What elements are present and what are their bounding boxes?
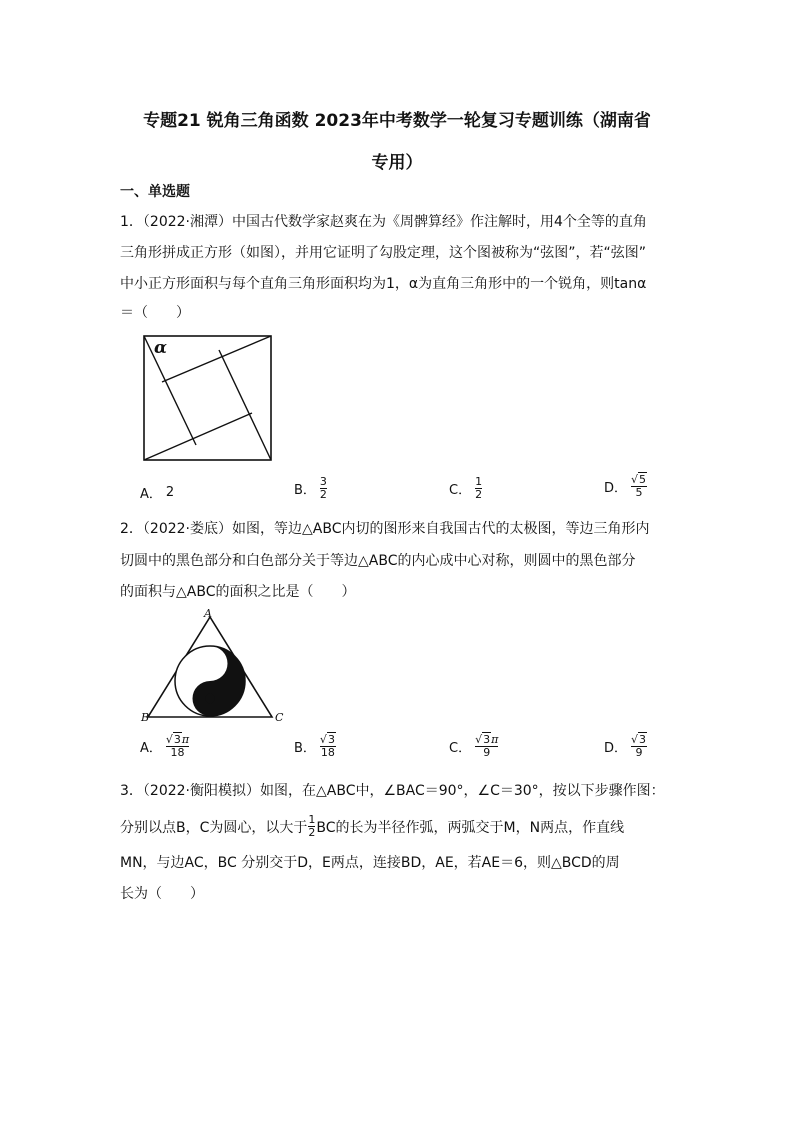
pi-symbol: π bbox=[491, 733, 499, 746]
page-title-line-2: 专用） bbox=[371, 153, 423, 173]
denominator: 2 bbox=[475, 488, 483, 501]
triangle-side-4 bbox=[162, 336, 271, 382]
q3-line-2-start: 分别以点B，C为圆心，以大于 bbox=[120, 819, 308, 836]
taiji-black-dot bbox=[205, 694, 215, 704]
alpha-label: α bbox=[154, 338, 168, 358]
q3-line-3: MN，与边AC，BC 分别交于D，E两点，连接BD，AE，若AE＝6，则△BCD的周 bbox=[120, 855, 620, 871]
q1-option-c[interactable] bbox=[449, 476, 482, 501]
q2-option-b[interactable] bbox=[294, 734, 336, 759]
page-title-line-1: 专题21 锐角三角函数 2023年中考数学一轮复习专题训练（湖南省 bbox=[143, 111, 651, 131]
sqrt-icon: √ bbox=[319, 733, 327, 746]
fraction bbox=[475, 734, 498, 759]
denominator: 9 bbox=[483, 746, 491, 759]
radicand: 3 bbox=[639, 733, 647, 746]
q2-line-1: 2．（2022·娄底）如图，等边△ABC内切的图形来自我国古代的太极图，等边三角形内 bbox=[120, 521, 650, 537]
q1-line-1: 1．（2022·湘潭）中国古代数学家赵爽在为《周髀算经》作注解时，用4个全等的直角 bbox=[120, 214, 647, 230]
option-letter: A． bbox=[140, 487, 162, 502]
vertex-label-a: A bbox=[204, 607, 212, 620]
q2-option-d[interactable] bbox=[604, 734, 647, 759]
radicand: 3 bbox=[327, 733, 335, 746]
q2-option-a[interactable] bbox=[140, 734, 189, 759]
q3-line-2-end: BC的长为半径作弧，两弧交于M，N两点，作直线 bbox=[316, 819, 625, 836]
radicand: 3 bbox=[173, 733, 181, 746]
q1-option-b[interactable] bbox=[294, 476, 327, 501]
sqrt-icon: √ bbox=[165, 733, 173, 746]
sqrt-icon: √ bbox=[475, 733, 483, 746]
denominator: 9 bbox=[635, 746, 643, 759]
fraction bbox=[475, 476, 482, 501]
option-letter: A． bbox=[140, 741, 162, 756]
numerator bbox=[631, 734, 647, 746]
q2-line-3: 的面积与△ABC的面积之比是（ ） bbox=[120, 584, 356, 600]
q3-line-4: 长为（ ） bbox=[120, 886, 204, 902]
numerator bbox=[631, 474, 647, 486]
taiji-triangle-figure bbox=[138, 607, 298, 727]
option-letter: B． bbox=[294, 741, 316, 756]
option-letter: D． bbox=[604, 481, 628, 496]
fraction bbox=[320, 734, 336, 759]
option-letter: D． bbox=[604, 741, 628, 756]
fraction bbox=[320, 476, 327, 501]
q3-line-2 bbox=[120, 814, 624, 839]
q1-line-4: ＝（ ） bbox=[120, 305, 190, 321]
denominator: 18 bbox=[170, 746, 185, 759]
option-letter: C． bbox=[449, 741, 472, 756]
q2-line-2: 切圆中的黑色部分和白色部分关于等边△ABC的内心成中心对称，则圆中的黑色部分 bbox=[120, 553, 636, 569]
q3-line-1: 3．（2022·衡阳模拟）如图，在△ABC中，∠BAC＝90°，∠C＝30°，按以下步骤作图： bbox=[120, 783, 665, 799]
vertex-label-c: C bbox=[275, 711, 284, 724]
triangle-side-1 bbox=[144, 336, 196, 445]
q2-option-c[interactable] bbox=[449, 734, 498, 759]
numerator bbox=[475, 734, 498, 746]
q1-option-a[interactable] bbox=[140, 483, 174, 502]
half-fraction bbox=[308, 814, 315, 839]
option-letter: B． bbox=[294, 483, 316, 498]
fraction bbox=[631, 734, 647, 759]
denominator: 2 bbox=[319, 488, 327, 501]
q1-option-d[interactable] bbox=[604, 474, 647, 499]
numerator bbox=[166, 734, 189, 746]
denominator: 18 bbox=[320, 746, 335, 759]
option-letter: C． bbox=[449, 483, 472, 498]
zhao-shuang-string-figure bbox=[140, 333, 276, 463]
numerator: 1 bbox=[475, 475, 483, 488]
sqrt-icon: √ bbox=[631, 733, 639, 746]
q1-line-2: 三角形拼成正方形（如图），并用它证明了勾股定理，这个图被称为“弦图”，若“弦图” bbox=[120, 245, 647, 261]
radicand: 3 bbox=[483, 733, 491, 746]
option-value: 2 bbox=[165, 485, 175, 500]
numerator: 3 bbox=[319, 475, 327, 488]
denominator: 2 bbox=[308, 826, 316, 839]
fraction bbox=[631, 474, 647, 499]
sqrt-icon: √ bbox=[631, 473, 639, 486]
section-heading: 一、单选题 bbox=[120, 184, 190, 200]
triangle-side-2 bbox=[144, 413, 252, 460]
pi-symbol: π bbox=[181, 733, 190, 746]
numerator: 1 bbox=[308, 813, 316, 826]
radicand: 5 bbox=[639, 473, 647, 486]
fraction bbox=[166, 734, 189, 759]
numerator bbox=[320, 734, 336, 746]
vertex-label-b: B bbox=[141, 711, 150, 724]
denominator: 5 bbox=[635, 486, 643, 499]
q1-line-3: 中小正方形面积与每个直角三角形面积均为1，α为直角三角形中的一个锐角，则tanα bbox=[120, 276, 647, 292]
taiji-white-dot bbox=[205, 659, 215, 669]
triangle-side-3 bbox=[219, 350, 271, 460]
